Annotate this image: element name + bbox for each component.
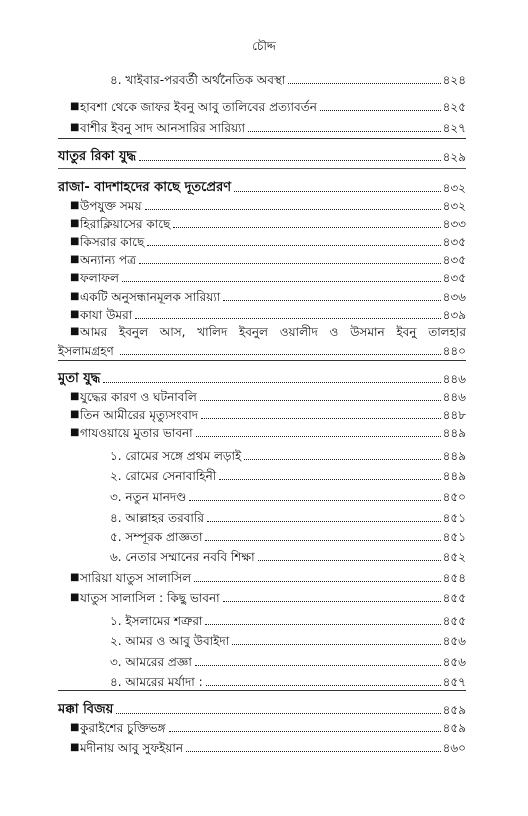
toc-entry-title: ইসলামগ্রহণ bbox=[58, 344, 114, 358]
dot-leader bbox=[196, 436, 441, 437]
dot-leader bbox=[186, 751, 441, 752]
toc-entry-page: ৪৩২ bbox=[442, 199, 466, 213]
dot-leader bbox=[116, 713, 440, 714]
toc-entry-title: ২. আমর ও আবু উবাইদা bbox=[110, 634, 230, 648]
page-number: চৌদ্দ bbox=[252, 39, 276, 53]
toc-entry-title: মক্কা বিজয় bbox=[58, 702, 114, 717]
bullet-icon: ■ bbox=[70, 326, 80, 337]
dot-leader bbox=[288, 83, 440, 84]
toc-entry-page: ৪৫৭ bbox=[442, 675, 466, 689]
toc-entry-title: ফলাফল bbox=[80, 271, 119, 285]
toc-entry[interactable] bbox=[70, 196, 466, 214]
dot-leader bbox=[223, 300, 440, 301]
toc-entry-page: ৪৫৪ bbox=[442, 571, 466, 585]
dot-leader bbox=[258, 560, 441, 561]
dot-leader bbox=[195, 665, 441, 666]
dot-leader bbox=[103, 382, 440, 383]
toc-entry-title: যুদ্ধের কারণ ও ঘটনাবলি bbox=[80, 390, 197, 404]
dot-leader bbox=[145, 209, 441, 210]
toc-entry[interactable] bbox=[110, 652, 466, 670]
toc-entry-word: ইবনু bbox=[396, 325, 417, 339]
toc-entry-page: ৪৩৬ bbox=[442, 290, 466, 304]
toc-entry-title: যাতুস সালাসিল : কিছু ভাবনা bbox=[80, 591, 220, 605]
dot-leader bbox=[173, 227, 440, 228]
toc-entry-page: ৪৩৫ bbox=[442, 235, 466, 249]
toc-entry[interactable] bbox=[70, 588, 466, 606]
dot-leader bbox=[244, 459, 440, 460]
toc-entry-page: ৪৫১ bbox=[442, 530, 466, 544]
bullet-icon: ■ bbox=[70, 391, 80, 402]
dot-leader bbox=[139, 160, 441, 161]
bullet-icon: ■ bbox=[70, 236, 80, 247]
toc-entry-word: ইবনুল bbox=[238, 325, 268, 339]
toc-entry-title: ১. ইসলামের শত্রুরা bbox=[110, 614, 203, 628]
toc-entry-title: বাশীর ইবনু সাদ আনসারির সারিয়্যা bbox=[80, 121, 246, 135]
bullet-icon: ■ bbox=[70, 722, 80, 733]
toc-entry-title: ৩. নতুন মানদণ্ড bbox=[110, 490, 187, 504]
toc-entry[interactable] bbox=[70, 568, 466, 586]
toc-entry-title: ৪. আল্লাহর তরবারি bbox=[110, 511, 204, 525]
toc-entry-page: ৪৪৬ bbox=[442, 390, 466, 404]
dot-leader bbox=[169, 731, 441, 732]
toc-entry-page: ৪৫৫ bbox=[442, 591, 466, 605]
toc-entry-title: ৩. আমরের প্রজ্ঞা bbox=[110, 655, 192, 669]
bullet-icon: ■ bbox=[70, 592, 80, 603]
toc-entry-title: রাজা- বাদশাহদের কাছে দূতপ্রেরণ bbox=[58, 180, 232, 195]
toc-entry-title bbox=[80, 324, 466, 340]
dot-leader bbox=[320, 110, 441, 111]
toc-entry-title: সারিয়া যাতুস সালাসিল bbox=[80, 571, 192, 585]
toc-entry-page: ৪৪৯ bbox=[442, 469, 466, 483]
toc-entry[interactable] bbox=[70, 718, 466, 736]
toc-entry[interactable] bbox=[110, 70, 466, 88]
toc-entry-page: ৪৪৬ bbox=[442, 372, 466, 386]
toc-entry[interactable] bbox=[70, 738, 466, 756]
dot-leader bbox=[200, 400, 441, 401]
toc-entry-title: ৬. নেতার সম্মানের নববি শিক্ষা bbox=[110, 550, 255, 564]
toc-entry-page: ৪৪০ bbox=[442, 344, 466, 358]
toc-entry-word: আমর bbox=[80, 325, 108, 339]
toc-entry-page: ৪৩৩ bbox=[442, 217, 466, 231]
bullet-icon: ■ bbox=[70, 272, 80, 283]
toc-entry-page: ৪৬০ bbox=[442, 741, 466, 755]
bullet-icon: ■ bbox=[70, 409, 80, 420]
toc-entry-page: ৪২৪ bbox=[442, 73, 466, 87]
toc-entry[interactable] bbox=[70, 97, 466, 115]
toc-entry-page: ৪৫৬ bbox=[442, 634, 466, 648]
toc-entry-title: ৪. আমরের মর্যাদা : bbox=[110, 675, 203, 689]
toc-entry-word: তালহার bbox=[428, 325, 466, 339]
bullet-icon: ■ bbox=[70, 309, 80, 320]
dot-leader bbox=[139, 263, 441, 264]
dot-leader bbox=[135, 318, 440, 319]
toc-section-entry[interactable] bbox=[58, 178, 466, 196]
toc-entry[interactable] bbox=[70, 232, 466, 250]
toc-entry-page: ৪২৭ bbox=[442, 121, 466, 135]
toc-entry[interactable] bbox=[70, 322, 466, 340]
toc-entry[interactable] bbox=[110, 446, 466, 464]
dot-leader bbox=[234, 191, 440, 192]
toc-entry-word: উসমান bbox=[350, 325, 385, 339]
toc-entry-word: খালিদ bbox=[197, 325, 228, 339]
toc-entry-page: ৪৫২ bbox=[442, 550, 466, 564]
toc-entry-title: মদীনায় আবু সুফইয়ান bbox=[80, 741, 184, 755]
toc-entry[interactable] bbox=[70, 287, 466, 305]
bullet-icon: ■ bbox=[70, 254, 80, 265]
bullet-icon: ■ bbox=[70, 572, 80, 583]
toc-entry-title: মুতা যুদ্ধ bbox=[58, 371, 101, 386]
toc-entry[interactable] bbox=[70, 423, 466, 441]
toc-entry-page: ৪৪৯ bbox=[442, 426, 466, 440]
toc-entry-page: ৪৩২ bbox=[442, 181, 466, 195]
dot-leader bbox=[205, 624, 440, 625]
toc-entry[interactable] bbox=[70, 387, 466, 405]
toc-entry-word: ইবনুল bbox=[118, 325, 149, 339]
bullet-icon: ■ bbox=[70, 200, 80, 211]
section-divider bbox=[58, 138, 466, 139]
toc-entry[interactable] bbox=[70, 305, 466, 323]
toc-entry-page: ৪৫৬ bbox=[442, 655, 466, 669]
dot-leader bbox=[206, 685, 441, 686]
toc-entry[interactable] bbox=[110, 527, 466, 545]
toc-entry[interactable] bbox=[58, 341, 466, 359]
toc-entry-page: ৪৪৮ bbox=[442, 408, 466, 422]
toc-entry-page: ৪২৯ bbox=[442, 150, 466, 164]
toc-entry[interactable] bbox=[110, 487, 466, 505]
toc-entry[interactable] bbox=[70, 268, 466, 286]
toc-entry-title: হাবশা থেকে জাফর ইবনু আবু তালিবের প্রত্যাবর্তন bbox=[80, 100, 317, 114]
toc-entry-title: উপযুক্ত সময় bbox=[80, 199, 142, 213]
toc-entry-page: ৪৫০ bbox=[442, 490, 466, 504]
dot-leader bbox=[122, 281, 441, 282]
toc-entry-title: ২. রোমের সেনাবাহিনী bbox=[110, 469, 217, 483]
toc-entry-title: তিন আমীরের মৃত্যুসংবাদ bbox=[80, 408, 199, 422]
bullet-icon: ■ bbox=[70, 742, 80, 753]
dot-leader bbox=[201, 418, 441, 419]
bullet-icon: ■ bbox=[70, 427, 80, 438]
toc-entry-word: ওয়ালীদ bbox=[279, 325, 318, 339]
dot-leader bbox=[147, 245, 440, 246]
toc-entry-word: আস, bbox=[159, 325, 186, 339]
toc-entry-page: ৪৩৫ bbox=[442, 253, 466, 267]
toc-section-entry[interactable] bbox=[58, 147, 466, 165]
toc-entry[interactable] bbox=[110, 631, 466, 649]
toc-entry-title: ৫. সম্পূরক প্রাজ্ঞতা bbox=[110, 530, 203, 544]
toc-entry-word: ও bbox=[329, 325, 339, 339]
toc-entry-title: ১. রোমের সঙ্গে প্রথম লড়াই bbox=[110, 449, 242, 463]
toc-entry[interactable] bbox=[70, 405, 466, 423]
toc-entry[interactable] bbox=[110, 611, 466, 629]
dot-leader bbox=[205, 540, 440, 541]
toc-entry-title: গাযওয়ায়ে মুতার ভাবনা bbox=[80, 426, 193, 440]
toc-entry-page: ৪২৫ bbox=[442, 100, 466, 114]
toc-entry-title: যাতুর রিকা যুদ্ধ bbox=[58, 149, 136, 164]
toc-entry-title: কুরাইশের চুক্তিভঙ্গ bbox=[80, 721, 166, 735]
toc-section-entry[interactable] bbox=[58, 369, 466, 387]
bullet-icon: ■ bbox=[70, 122, 80, 133]
dot-leader bbox=[219, 479, 440, 480]
dot-leader bbox=[223, 601, 441, 602]
toc-entry-title: অন্যান্য পত্র bbox=[80, 253, 136, 267]
dot-leader bbox=[120, 354, 441, 355]
dot-leader bbox=[189, 500, 440, 501]
toc-entry[interactable] bbox=[110, 508, 466, 526]
bullet-icon: ■ bbox=[70, 218, 80, 229]
toc-entry-page: ৪৫৯ bbox=[442, 703, 466, 717]
toc-entry-title: একটি অনুসন্ধানমূলক সারিয়্যা bbox=[80, 290, 221, 304]
toc-entry[interactable] bbox=[110, 547, 466, 565]
toc-entry-title: ৪. খাইবার-পরবর্তী অর্থনৈতিক অবস্থা bbox=[110, 73, 286, 87]
bullet-icon: ■ bbox=[70, 291, 80, 302]
toc-entry[interactable] bbox=[110, 672, 466, 690]
toc-entry[interactable] bbox=[70, 118, 466, 136]
toc-entry[interactable] bbox=[110, 466, 466, 484]
toc-section-entry[interactable] bbox=[58, 700, 466, 718]
section-divider bbox=[58, 168, 466, 169]
toc-entry-page: ৪৩৫ bbox=[442, 271, 466, 285]
section-divider bbox=[58, 690, 466, 691]
toc-entry-page: ৪৪৯ bbox=[442, 449, 466, 463]
bullet-icon: ■ bbox=[70, 101, 80, 112]
toc-entry-page: ৪৩৯ bbox=[442, 308, 466, 322]
toc-entry-page: ৪৫৫ bbox=[442, 614, 466, 628]
toc-entry[interactable] bbox=[70, 214, 466, 232]
toc-entry-title: হিরাক্লিয়াসের কাছে bbox=[80, 217, 171, 231]
dot-leader bbox=[232, 644, 440, 645]
toc-entry-page: ৪৫৯ bbox=[442, 721, 466, 735]
section-divider bbox=[58, 360, 466, 361]
toc-entry[interactable] bbox=[70, 250, 466, 268]
toc-entry-page: ৪৫১ bbox=[442, 511, 466, 525]
dot-leader bbox=[248, 131, 441, 132]
dot-leader bbox=[194, 581, 441, 582]
toc-entry-title: কাযা উমরা bbox=[80, 308, 133, 322]
toc-entry-title: কিসরার কাছে bbox=[80, 235, 145, 249]
dot-leader bbox=[207, 521, 441, 522]
